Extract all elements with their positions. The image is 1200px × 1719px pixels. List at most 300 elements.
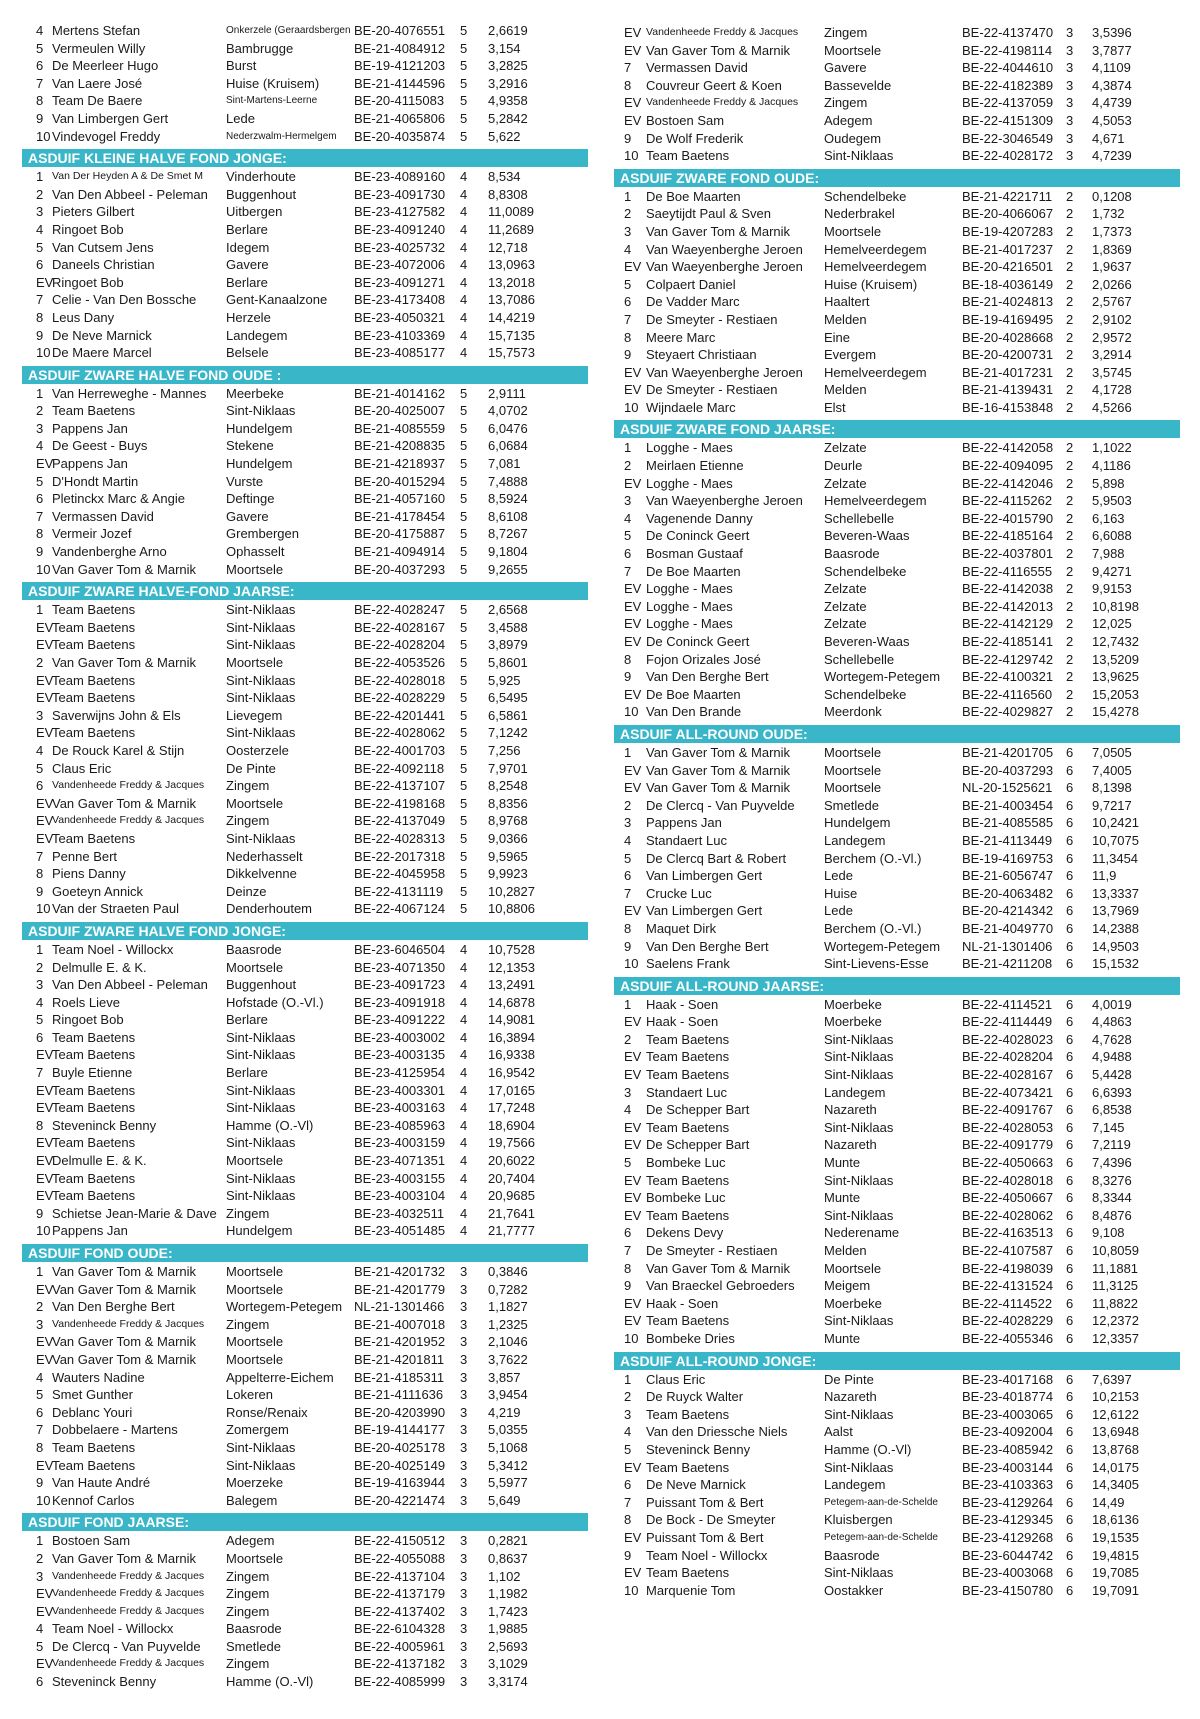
fancier-name: Steveninck Benny: [52, 1674, 157, 1690]
table-row: [22, 490, 590, 508]
table-row: [22, 1263, 590, 1281]
rank: EV: [624, 1459, 642, 1475]
prize-count: 5: [460, 40, 468, 56]
fancier-name: Van Den Abbeel - Peleman: [52, 977, 208, 993]
table-row: [22, 1568, 590, 1586]
coefficient: 5,9503: [1092, 493, 1132, 509]
rank: EV: [36, 274, 54, 290]
fancier-name: Van Den Brande: [646, 704, 742, 720]
location: Oostakker: [824, 1582, 884, 1598]
table-row: [614, 205, 1182, 223]
prize-count: 2: [1066, 510, 1074, 526]
ring-number: BE-22-4142129: [962, 616, 1054, 632]
table-row: [614, 686, 1182, 704]
table-row: [614, 1031, 1182, 1049]
prize-count: 5: [460, 901, 468, 917]
ring-number: BE-20-4203990: [354, 1404, 446, 1420]
coefficient: 12,1353: [488, 959, 535, 975]
location: Nederbrakel: [824, 206, 895, 222]
location: Ophasselt: [226, 544, 285, 560]
rank: 10: [36, 1492, 51, 1508]
prize-count: 6: [1066, 1225, 1074, 1241]
coefficient: 12,6122: [1092, 1406, 1139, 1422]
ring-number: BE-22-4028018: [354, 672, 446, 688]
location: Sint-Lievens-Esse: [824, 956, 929, 972]
table-row: [22, 455, 590, 473]
fancier-name: Van Den Abbeel - Peleman: [52, 186, 208, 202]
location: Hundelgem: [226, 1223, 293, 1239]
fancier-name: Van Waeyenberghe Jeroen: [646, 241, 803, 257]
ring-number: BE-20-4115083: [354, 93, 445, 109]
table-row: [614, 130, 1182, 148]
coefficient: 13,6948: [1092, 1424, 1139, 1440]
ring-number: BE-21-4024813: [962, 294, 1054, 310]
table-row: [614, 563, 1182, 581]
prize-count: 2: [1066, 458, 1074, 474]
ring-number: BE-22-4028229: [962, 1313, 1054, 1329]
fancier-name: Van Gaver Tom & Marnik: [52, 1550, 197, 1566]
location: Idegem: [226, 239, 270, 255]
table-row: [614, 258, 1182, 276]
rank: 8: [624, 651, 632, 667]
prize-count: 3: [460, 1656, 468, 1672]
rank: 3: [36, 420, 44, 436]
ring-number: BE-21-4014162: [354, 385, 446, 401]
fancier-name: Team Baetens: [646, 1031, 730, 1047]
table-row: [614, 1136, 1182, 1154]
table-row: [22, 1117, 590, 1135]
location: Hundelgem: [226, 456, 293, 472]
table-row: [22, 1082, 590, 1100]
rank: EV: [624, 364, 642, 380]
table-row: [22, 830, 590, 848]
ring-number: BE-20-4066067: [962, 206, 1054, 222]
rank: 2: [624, 1031, 632, 1047]
location: De Pinte: [824, 1371, 874, 1387]
rank: EV: [36, 830, 54, 846]
ring-number: BE-23-4089160: [354, 169, 446, 185]
fancier-name: Van Waeyenberghe Jeroen: [646, 364, 803, 380]
table-row: [22, 1620, 590, 1638]
table-row: [614, 94, 1182, 112]
coefficient: 0,7282: [488, 1281, 528, 1297]
table-row: [614, 1260, 1182, 1278]
fancier-name: Bombeke Dries: [646, 1330, 735, 1346]
fancier-name: D'Hondt Martin: [52, 473, 139, 489]
location: Appelterre-Eichem: [226, 1369, 334, 1385]
rank: 3: [624, 815, 632, 831]
fancier-name: Van Limbergen Gert: [646, 868, 763, 884]
location: Zelzate: [824, 475, 867, 491]
coefficient: 11,9: [1092, 868, 1117, 884]
prize-count: 3: [460, 1334, 468, 1350]
table-row: [22, 1404, 590, 1422]
rank: 9: [624, 130, 632, 146]
fancier-name: Roels Lieve: [52, 994, 120, 1010]
prize-count: 2: [1066, 704, 1074, 720]
table-row: [614, 1459, 1182, 1477]
rank: EV: [36, 619, 54, 635]
rank: 2: [36, 655, 44, 670]
prize-count: 3: [460, 1351, 468, 1367]
coefficient: 20,9685: [488, 1188, 535, 1204]
prize-count: 2: [1066, 546, 1074, 562]
ring-number: BE-16-4153848: [962, 399, 1054, 415]
coefficient: 5,622: [488, 128, 521, 144]
prize-count: 5: [460, 760, 468, 776]
rank: 7: [624, 60, 632, 76]
fancier-name: Maquet Dirk: [646, 920, 717, 936]
table-row: [22, 473, 590, 491]
prize-count: 3: [460, 1281, 468, 1297]
ring-number: BE-20-4025178: [354, 1439, 446, 1455]
ring-number: BE-22-4005961: [354, 1638, 446, 1654]
section-header: ASDUIF KLEINE HALVE FOND JONGE:: [22, 149, 588, 167]
rank: EV: [624, 1295, 642, 1311]
rank: 6: [36, 1674, 44, 1690]
ring-number: BE-22-4028172: [962, 148, 1054, 164]
coefficient: 13,8768: [1092, 1441, 1139, 1457]
coefficient: 19,7085: [1092, 1565, 1139, 1581]
location: Melden: [824, 1243, 867, 1258]
fancier-name: Goeteyn Annick: [52, 883, 144, 899]
coefficient: 16,9338: [488, 1047, 535, 1063]
table-row: [614, 147, 1182, 165]
coefficient: 4,219: [488, 1404, 521, 1420]
ring-number: BE-22-4198168: [354, 795, 446, 811]
fancier-name: Dekens Devy: [646, 1225, 724, 1241]
ring-number: BE-22-4028313: [354, 830, 446, 846]
table-row: [614, 797, 1182, 815]
location: Moortsele: [226, 1264, 284, 1279]
coefficient: 11,1881: [1092, 1260, 1139, 1276]
table-row: [22, 92, 590, 110]
fancier-name: Van Gaver Tom & Marnik: [646, 42, 791, 58]
coefficient: 2,1046: [488, 1334, 528, 1350]
location: Lede: [824, 903, 853, 919]
rank: 10: [624, 704, 639, 720]
fancier-name: Team Noel - Willockx: [646, 1547, 768, 1563]
location: Herzele: [226, 309, 271, 325]
coefficient: 3,2916: [488, 75, 528, 91]
prize-count: 6: [1066, 996, 1074, 1012]
table-row: [614, 955, 1182, 973]
coefficient: 0,3846: [488, 1264, 528, 1279]
prize-count: 5: [460, 438, 468, 454]
fancier-name: Puissant Tom & Bert: [646, 1494, 764, 1510]
ring-number: BE-21-4201732: [354, 1264, 446, 1279]
prize-count: 5: [460, 420, 468, 436]
rank: 8: [36, 526, 44, 542]
fancier-name: Vandenheede Freddy & Jacques: [52, 1569, 205, 1582]
table-row: [614, 1189, 1182, 1207]
table-row: [614, 902, 1182, 920]
prize-count: 6: [1066, 1119, 1074, 1135]
fancier-name: Logghe - Maes: [646, 440, 733, 456]
coefficient: 4,3874: [1092, 77, 1132, 93]
rank: 8: [624, 1260, 632, 1276]
table-row: [22, 239, 590, 257]
coefficient: 16,9542: [488, 1065, 535, 1081]
location: Beveren-Waas: [824, 634, 910, 649]
coefficient: 19,7091: [1092, 1582, 1139, 1598]
rank: 9: [36, 544, 44, 560]
ring-number: NL-21-1301406: [962, 938, 1053, 954]
location: Burst: [226, 58, 257, 74]
prize-count: 4: [460, 345, 468, 361]
rank: 7: [36, 508, 44, 524]
ring-number: BE-23-4003002: [354, 1029, 446, 1045]
ring-number: BE-22-3046549: [962, 130, 1054, 146]
coefficient: 7,6397: [1092, 1371, 1132, 1387]
table-row: [22, 654, 590, 672]
ring-number: BE-23-4085942: [962, 1441, 1054, 1457]
prize-count: 5: [460, 508, 468, 524]
fancier-name: Ringoet Bob: [52, 1012, 124, 1028]
rank: 10: [624, 148, 639, 164]
table-row: [614, 77, 1182, 95]
ring-number: BE-23-4017168: [962, 1371, 1054, 1387]
prize-count: 6: [1066, 744, 1074, 760]
ring-number: BE-22-4114449: [962, 1014, 1053, 1030]
fancier-name: Meere Marc: [646, 329, 716, 345]
coefficient: 18,6904: [488, 1117, 535, 1133]
location: Gent-Kanaalzone: [226, 292, 328, 308]
coefficient: 10,2827: [488, 883, 535, 899]
fancier-name: Van Den Berghe Bert: [646, 938, 769, 954]
rank: 6: [624, 1225, 632, 1241]
location: Nederename: [824, 1225, 900, 1241]
table-row: [614, 399, 1182, 417]
table-row: [22, 1655, 590, 1673]
fancier-name: Team Baetens: [52, 690, 136, 706]
coefficient: 13,0963: [488, 257, 535, 273]
rank: 8: [624, 329, 632, 345]
table-row: [22, 420, 590, 438]
rank: 5: [36, 1387, 44, 1403]
coefficient: 1,9637: [1092, 259, 1132, 275]
coefficient: 5,0355: [488, 1422, 528, 1438]
coefficient: 2,9572: [1092, 329, 1132, 345]
table-row: [22, 672, 590, 690]
prize-count: 3: [460, 1568, 468, 1584]
ring-number: BE-23-4032511: [354, 1205, 445, 1221]
fancier-name: Puissant Tom & Bert: [646, 1529, 764, 1545]
location: Sint-Niklaas: [226, 1170, 296, 1186]
ring-number: BE-22-4029827: [962, 704, 1054, 720]
table-row: [614, 814, 1182, 832]
ring-number: BE-22-4091767: [962, 1102, 1054, 1118]
prize-count: 3: [1066, 42, 1074, 58]
fancier-name: Ringoet Bob: [52, 221, 124, 237]
prize-count: 6: [1066, 1137, 1074, 1153]
prize-count: 5: [460, 128, 468, 144]
fancier-name: Van Gaver Tom & Marnik: [52, 1351, 197, 1367]
fancier-name: Smet Gunther: [52, 1387, 133, 1403]
ring-number: BE-22-4137402: [354, 1603, 446, 1619]
ring-number: BE-20-4063482: [962, 885, 1054, 901]
rank: 5: [36, 1012, 44, 1028]
fancier-name: De Schepper Bart: [646, 1102, 750, 1118]
fancier-name: Team Baetens: [52, 403, 136, 419]
section-continued: [22, 22, 590, 145]
fancier-name: Van Waeyenberghe Jeroen: [646, 259, 803, 275]
location: Oosterzele: [226, 742, 289, 758]
coefficient: 0,1208: [1092, 188, 1132, 204]
table-row: [614, 1066, 1182, 1084]
ring-number: BE-21-4017237: [962, 241, 1054, 257]
location: Sint-Niklaas: [226, 1457, 296, 1473]
prize-count: 6: [1066, 1330, 1074, 1346]
rank: 8: [36, 93, 44, 109]
coefficient: 19,1535: [1092, 1529, 1139, 1545]
table-row: [22, 1351, 590, 1369]
table-row: [22, 1029, 590, 1047]
coefficient: 21,7777: [488, 1223, 535, 1239]
location: Berlare: [226, 1065, 268, 1081]
ring-number: BE-20-4175887: [354, 526, 446, 542]
coefficient: 10,8806: [488, 901, 535, 917]
ring-number: BE-22-4137470: [962, 25, 1054, 40]
prize-count: 5: [460, 491, 468, 507]
fancier-name: Vermassen David: [646, 60, 748, 76]
ring-number: BE-23-4003159: [354, 1135, 446, 1151]
ring-number: BE-23-4025732: [354, 239, 446, 255]
coefficient: 4,7628: [1092, 1031, 1132, 1047]
fancier-name: Kennof Carlos: [52, 1492, 135, 1508]
table-row: [614, 633, 1182, 651]
ring-number: BE-22-6104328: [354, 1621, 446, 1637]
fancier-name: De Geest - Buys: [52, 438, 148, 454]
location: Oudegem: [824, 130, 882, 146]
prize-count: 6: [1066, 1547, 1074, 1563]
ring-number: BE-22-4067124: [354, 901, 446, 917]
table-row: [22, 1421, 590, 1439]
location: Dikkelvenne: [226, 866, 297, 882]
coefficient: 10,7528: [488, 941, 535, 957]
fancier-name: Van Gaver Tom & Marnik: [52, 561, 197, 577]
rank: 9: [36, 110, 44, 126]
fancier-name: Vandenberghe Arno: [52, 544, 167, 560]
rank: 1: [624, 996, 632, 1012]
fancier-name: Saelens Frank: [646, 956, 730, 972]
location: Landegem: [824, 1084, 886, 1100]
table-row: [22, 1369, 590, 1387]
table-row: [22, 1316, 590, 1334]
ring-number: BE-23-4050321: [354, 309, 446, 325]
table-row: [614, 580, 1182, 598]
ring-number: BE-23-4129268: [962, 1529, 1054, 1545]
coefficient: 1,102: [488, 1568, 521, 1584]
table-row: [614, 439, 1182, 457]
ring-number: BE-21-4094914: [354, 544, 446, 560]
table-row: [22, 1457, 590, 1475]
fancier-name: Team Baetens: [52, 830, 136, 846]
rank: 8: [36, 1117, 44, 1133]
fancier-name: Pappens Jan: [52, 1223, 128, 1239]
fancier-name: Celie - Van Den Bossche: [52, 292, 197, 308]
rank: 6: [36, 491, 44, 507]
location: Munte: [824, 1330, 861, 1346]
fancier-name: Van Herreweghe - Mannes: [52, 385, 207, 401]
coefficient: 8,1398: [1092, 780, 1132, 796]
section-asduif-kleine-halve-fond-jonge: [22, 149, 590, 362]
prize-count: 2: [1066, 581, 1074, 597]
rank: EV: [624, 25, 642, 40]
rank: 4: [36, 1621, 44, 1637]
fancier-name: Team Baetens: [52, 1135, 136, 1151]
table-row: [22, 1170, 590, 1188]
fancier-name: Team Baetens: [52, 1100, 136, 1116]
rank: 5: [36, 1638, 44, 1654]
table-row: [614, 1388, 1182, 1406]
prize-count: 6: [1066, 815, 1074, 831]
location: Buggenhout: [226, 977, 297, 993]
table-row: [614, 1476, 1182, 1494]
rank: 2: [624, 458, 632, 474]
coefficient: 0,8637: [488, 1550, 528, 1566]
table-row: [614, 188, 1182, 206]
ring-number: BE-20-4221474: [354, 1492, 446, 1508]
table-row: [614, 276, 1182, 294]
ring-number: BE-22-4201441: [354, 707, 446, 723]
rank: 2: [624, 1389, 632, 1405]
fancier-name: De Maere Marcel: [52, 345, 152, 361]
fancier-name: Vermeulen Willy: [52, 40, 146, 56]
table-row: [22, 865, 590, 883]
rank: 7: [36, 848, 44, 864]
table-row: [22, 274, 590, 292]
location: Onkerzele (Geraardsbergen: [226, 25, 351, 36]
coefficient: 13,9625: [1092, 669, 1139, 685]
coefficient: 12,2372: [1092, 1313, 1139, 1329]
table-row: [22, 110, 590, 128]
coefficient: 7,4396: [1092, 1155, 1132, 1171]
section-header: ASDUIF ZWARE HALVE FOND JONGE:: [22, 922, 588, 940]
ring-number: BE-22-4050663: [962, 1155, 1054, 1171]
prize-count: 2: [1066, 294, 1074, 310]
ring-number: BE-23-4103369: [354, 327, 446, 343]
section-continued: [614, 24, 1182, 165]
rank: 9: [624, 1278, 632, 1294]
prize-count: 5: [460, 848, 468, 864]
coefficient: 1,1982: [488, 1586, 528, 1602]
section-header: ASDUIF FOND JAARSE:: [22, 1513, 588, 1531]
ring-number: BE-22-4137182: [354, 1656, 446, 1672]
prize-count: 5: [460, 473, 468, 489]
coefficient: 1,8369: [1092, 241, 1132, 257]
location: Deurle: [824, 458, 863, 474]
location: Schendelbeke: [824, 563, 907, 579]
prize-count: 3: [1066, 60, 1074, 76]
table-row: [22, 309, 590, 327]
ring-number: BE-22-4045958: [354, 866, 446, 882]
fancier-name: Buyle Etienne: [52, 1065, 133, 1081]
rank: 7: [624, 563, 632, 579]
fancier-name: De Meerleer Hugo: [52, 58, 159, 74]
table-row: [614, 615, 1182, 633]
ring-number: BE-22-4137179: [354, 1586, 446, 1602]
coefficient: 6,163: [1092, 510, 1125, 526]
prize-count: 5: [460, 110, 468, 126]
prize-count: 4: [460, 1065, 468, 1081]
fancier-name: Team Baetens: [646, 1172, 730, 1188]
location: Sint-Niklaas: [226, 619, 296, 635]
table-row: [614, 293, 1182, 311]
table-row: [22, 525, 590, 543]
rank: 8: [624, 77, 632, 93]
section-asduif-all-round-jaarse: [614, 977, 1182, 1348]
